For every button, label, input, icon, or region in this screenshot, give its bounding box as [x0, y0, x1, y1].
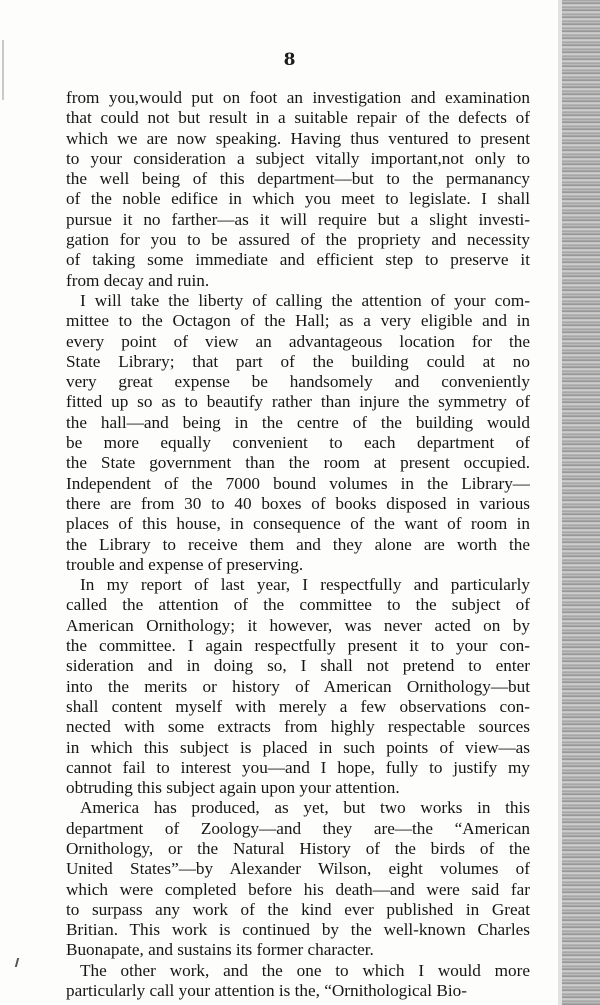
text-line: that could not but result in a suitable repair of the defects of — [66, 108, 530, 128]
text-line: American Ornithology; it however, was never acted on by — [66, 615, 530, 635]
page-number: 8 — [283, 50, 297, 70]
text-line: which were completed before his death—and were said far — [66, 879, 530, 899]
body-text — [66, 88, 530, 1001]
text-line: fitted up so as to beautify rather than injure the symmetry of — [66, 392, 530, 412]
text-line: obtruding this subject again upon your attention. — [66, 778, 400, 798]
paragraph — [66, 798, 530, 960]
paragraph — [66, 961, 530, 1002]
text-line: America has produced, as yet, but two works in this — [80, 798, 530, 818]
text-line: the well being of this department—but to the permanancy — [66, 169, 530, 189]
text-line: in which this subject is placed in such points of view—as — [66, 737, 530, 757]
text-line: into the merits or history of American Ornithology—but — [66, 676, 530, 696]
text-line: to your consideration a subject vitally important,not only to — [66, 148, 530, 168]
text-line: there are from 30 to 40 boxes of books disposed in various — [66, 493, 530, 513]
text-line: of taking some immediate and efficient step to preserve it — [66, 250, 530, 270]
text-line: In my report of last year, I respectfully and particularly — [80, 575, 530, 595]
text-line: gation for you to be assured of the propriety and necessity — [66, 230, 530, 250]
text-line: nected with some extracts from highly respectable sources — [66, 717, 530, 737]
text-line: from you,would put on foot an investigation and examination — [66, 88, 530, 107]
text-line: every point of view an advantageous location for the — [66, 331, 530, 351]
text-line: department of Zoology—and they are—the “American — [66, 818, 530, 838]
scan-edge-mark — [2, 40, 4, 100]
text-line: trouble and expense of preserving. — [66, 554, 304, 574]
text-line: be more equally convenient to each department of — [66, 433, 530, 453]
text-line: very great expense be handsomely and conveniently — [66, 372, 530, 392]
text-line: cannot fail to interest you—and I hope, fully to justify my — [66, 757, 530, 777]
text-line: Britian. This work is continued by the well-known Charles — [66, 920, 530, 940]
text-line: shall content myself with merely a few observations con- — [66, 696, 530, 716]
text-line: to surpass any work of the kind ever published in Great — [66, 899, 530, 919]
text-line: called the attention of the committee to the subject of — [66, 595, 530, 615]
text-line: the hall—and being in the centre of the building would — [66, 412, 530, 432]
text-line: United States”—by Alexander Wilson, eight volumes of — [66, 859, 530, 879]
text-line: which we are now speaking. Having thus ventured to present — [66, 128, 530, 148]
text-line: Buonapate, and sustains its former character. — [66, 940, 374, 960]
stray-ink-mark — [15, 958, 19, 967]
page-binding-edge — [562, 0, 600, 1005]
paragraph — [66, 291, 530, 575]
text-line: mittee to the Octagon of the Hall; as a very eligible and in — [66, 311, 530, 331]
paragraph — [66, 88, 530, 291]
text-line: Independent of the 7000 bound volumes in the Library— — [66, 473, 530, 493]
text-line: the committee. I again respectfully present it to your con- — [66, 636, 530, 656]
text-line: the Library to receive them and they alone are worth the — [66, 534, 530, 554]
text-line: the State government than the room at present occupied. — [66, 453, 530, 473]
text-line: State Library; that part of the building could at no — [66, 351, 530, 371]
text-line: I will take the liberty of calling the attention of your com- — [80, 290, 530, 310]
text-line: Ornithology, or the Natural History of the birds of the — [66, 838, 530, 858]
text-line: The other work, and the one to which I would more — [80, 960, 530, 980]
paragraph — [66, 575, 530, 798]
text-line: sideration and in doing so, I shall not pretend to enter — [66, 656, 530, 676]
text-line: from decay and ruin. — [66, 270, 210, 290]
text-line: places of this house, in consequence of the want of room in — [66, 514, 530, 534]
text-line: pursue it no farther—as it will require but a slight investi- — [66, 209, 530, 229]
text-line: particularly call your attention is the, “Ornithological Bio- — [66, 981, 467, 1001]
text-line: of the noble edifice in which you meet to legislate. I shall — [66, 189, 530, 209]
